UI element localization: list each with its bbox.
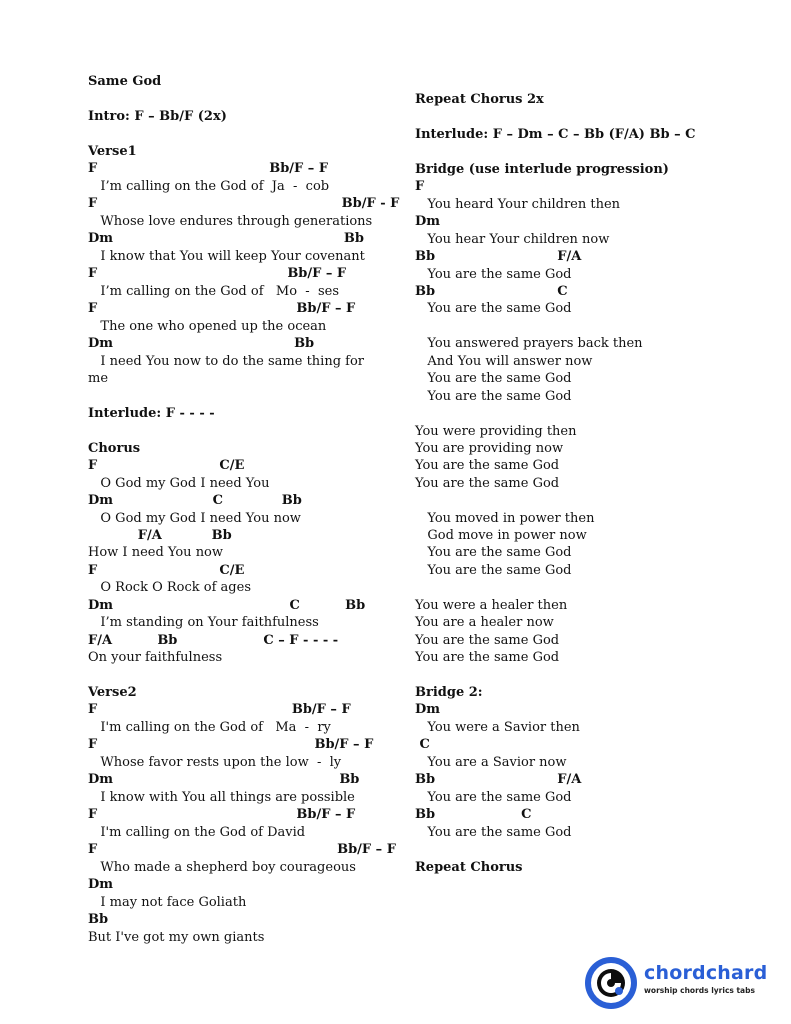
lyric-line: I know with You all things are possible [88, 790, 355, 805]
chord-or-heading-line: Dm C Bb [88, 598, 366, 613]
chord-or-heading-line: F Bb/F – F [88, 161, 329, 176]
chord-or-heading-line: F Bb/F – F [88, 301, 356, 316]
lyric-line: me [88, 371, 109, 386]
logo-wordmark: chordchard [644, 962, 768, 984]
lyric-line: O God my God I need You [88, 476, 270, 491]
lyric-line: I'm calling on the God of Ma - ry [88, 720, 331, 735]
chord-or-heading-line: F [415, 179, 425, 194]
lyric-line: How I need You now [88, 545, 224, 560]
lyric-line: The one who opened up the ocean [88, 319, 327, 334]
chordchard-logo[interactable] [584, 956, 768, 1010]
lyric-line: You are the same God [415, 790, 572, 805]
chord-or-heading-line: Dm Bb [88, 772, 360, 787]
chord-or-heading-line: F C/E [88, 563, 245, 578]
lyric-line: I’m calling on the God of Mo - ses [88, 284, 340, 299]
lyric-line: You are the same God [415, 371, 572, 386]
lyric-line: I need You now to do the same thing for [88, 354, 365, 369]
logo-tagline: worship chords lyrics tabs [644, 986, 755, 995]
lyric-line: You are the same God [415, 476, 560, 491]
lyric-line: Whose favor rests upon the low - ly [88, 755, 342, 770]
lyric-line: O God my God I need You now [88, 511, 301, 526]
lyric-line: You are the same God [415, 633, 560, 648]
lyric-line: You were a healer then [415, 598, 568, 613]
lyric-line: You were a Savior then [415, 720, 580, 735]
chord-or-heading-line: Dm [415, 214, 441, 229]
lyric-line: You are the same God [415, 301, 572, 316]
logo-emblem-icon [584, 956, 640, 1012]
chord-or-heading-line: C [415, 737, 430, 752]
chord-or-heading-line: Repeat Chorus 2x [415, 92, 544, 107]
chord-or-heading-line: Dm [415, 702, 441, 717]
chord-or-heading-line: Bb [88, 912, 109, 927]
lyric-line: You are the same God [415, 563, 572, 578]
chord-or-heading-line: Repeat Chorus [415, 860, 523, 875]
lyric-line: I know that You will keep Your covenant [88, 249, 365, 264]
chord-or-heading-line: F Bb/F – F [88, 702, 351, 717]
chord-or-heading-line: Bb F/A [415, 249, 582, 264]
chord-or-heading-line: Dm [88, 877, 114, 892]
lyric-line: You are the same God [415, 650, 560, 665]
chord-or-heading-line: Verse1 [88, 144, 137, 159]
chord-or-heading-line: Interlude: F - - - - [88, 406, 215, 421]
chord-or-heading-line: Dm Bb [88, 231, 364, 246]
lyric-line: I’m standing on Your faithfulness [88, 615, 319, 630]
lyric-line: I’m calling on the God of Ja - cob [88, 179, 330, 194]
lyric-line: You are the same God [415, 825, 572, 840]
chord-or-heading-line: F Bb/F – F [88, 737, 374, 752]
lyric-line: You are the same God [415, 458, 560, 473]
lyric-line: I may not face Goliath [88, 895, 247, 910]
chord-or-heading-line: F C/E [88, 458, 245, 473]
chord-or-heading-line: Bridge 2: [415, 685, 483, 700]
lyric-line: O Rock O Rock of ages [88, 580, 251, 595]
lyric-line: You are the same God [415, 545, 572, 560]
chord-or-heading-line: F Bb/F - F [88, 196, 400, 211]
chord-or-heading-line: Bb F/A [415, 772, 582, 787]
chord-or-heading-line: Same God [88, 74, 162, 89]
chord-or-heading-line: Verse2 [88, 685, 137, 700]
lyric-line: You moved in power then [415, 511, 595, 526]
lyric-line: And You will answer now [415, 354, 593, 369]
chord-or-heading-line: Interlude: F – Dm – C – Bb (F/A) Bb – C [415, 127, 696, 142]
chord-or-heading-line: Bridge (use interlude progression) [415, 162, 669, 177]
chord-or-heading-line: F Bb/F – F [88, 266, 347, 281]
chord-or-heading-line: Chorus [88, 441, 141, 456]
lyric-line: You are providing now [415, 441, 564, 456]
chord-or-heading-line: F Bb/F – F [88, 842, 396, 857]
lyric-line: Who made a shepherd boy courageous [88, 860, 356, 875]
chord-or-heading-line: Bb C [415, 807, 532, 822]
lyric-line: On your faithfulness [88, 650, 223, 665]
lyric-line: But I've got my own giants [88, 930, 265, 945]
lyric-line: You are a healer now [415, 615, 554, 630]
lyric-line: You heard Your children then [415, 197, 621, 212]
lyric-line: You are a Savior now [415, 755, 567, 770]
chord-or-heading-line: Bb C [415, 284, 568, 299]
chord-or-heading-line: F Bb/F – F [88, 807, 356, 822]
lyric-line: You are the same God [415, 389, 572, 404]
lyric-line: God move in power now [415, 528, 587, 543]
lyric-line: Whose love endures through generations [88, 214, 373, 229]
lyric-line: I'm calling on the God of David [88, 825, 306, 840]
chord-or-heading-line: Dm Bb [88, 336, 315, 351]
lyric-line: You are the same God [415, 267, 572, 282]
chord-or-heading-line: F/A Bb C – F - - - - [88, 633, 339, 648]
lyric-line: You were providing then [415, 424, 577, 439]
chord-or-heading-line: Dm C Bb [88, 493, 302, 508]
chord-or-heading-line: F/A Bb [88, 528, 232, 543]
lyric-line: You answered prayers back then [415, 336, 643, 351]
chord-or-heading-line: Intro: F – Bb/F (2x) [88, 109, 227, 124]
lyric-line: You hear Your children now [415, 232, 610, 247]
